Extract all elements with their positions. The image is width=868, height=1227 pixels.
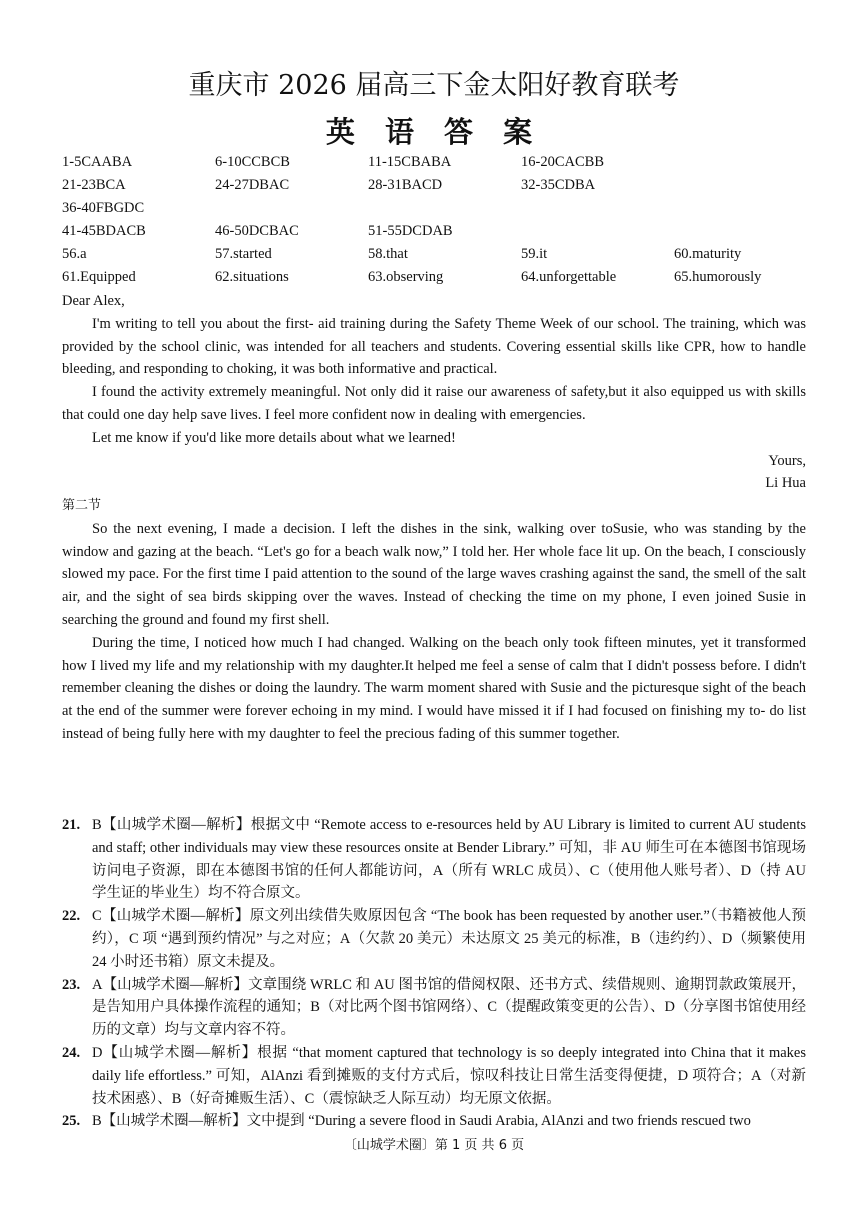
answer-item: 46-50DCBAC [215, 223, 299, 239]
answer-item: 32-35CDBA [521, 177, 596, 193]
answer-item: 62.situations [215, 269, 289, 285]
answer-item: 6-10CCBCB [215, 154, 290, 170]
sample-letter [62, 290, 806, 495]
explanation-item [62, 814, 806, 905]
question-number: 23. [62, 976, 81, 993]
explanation-item [62, 905, 806, 973]
answer-row [62, 200, 822, 223]
answer-item: 56.a [62, 246, 87, 262]
explanation-item [62, 974, 806, 1042]
explanation-text: D【山城学术圈—解析】根据 “that moment captured that technology is so deeply integrated into China that it makes daily life effortless.” 可知，AlAnzi 看到摊贩的支付方式后，惊叹科技让日常生活变得便捷，D 项符合；A（对新技术困惑）、B（好奇摊贩生活）、C（震惊缺乏人际互动）均无原文依据。 [92, 1044, 806, 1107]
letter-closing: Yours, [768, 452, 806, 469]
section-paragraph: So the next evening, I made a decision. I left the dishes in the sink, walking over toSusie, who was standing by the window and gazing at the beach. “Let's go for a beach walk now,” I told her. Her whole face lit up. On the beach, I consciously slowed my pace. For the first time I paid attention to the sound of the large waves crashing against the sand, the smell of the salt air, and the sight of sea birds skipping over the waves. Instead of checking the time on my phone, I even joined Susie in searching the ground and found my first shell. [62, 520, 806, 628]
answer-item: 36-40FBGDC [62, 200, 145, 216]
answer-item: 61.Equipped [62, 269, 136, 285]
answer-item: 24-27DBAC [215, 177, 290, 193]
answer-item: 64.unforgettable [521, 269, 617, 285]
answer-item: 16-20CACBB [521, 154, 604, 170]
explanation-text: B【山城学术圈—解析】根据文中 “Remote access to e-resources held by AU Library is limited to current AU students and staff; other individuals may view these resources onsite at Bender Library.” 可知，非 AU 师生可在本德图书馆现场访问电子资源，即在本德图书馆的任何人都能访问，A（所有 WRLC 成员）、C（使用他人账号者）、D（持 AU 学生证的毕业生）均不符合原文。 [92, 817, 806, 902]
answer-row [62, 269, 822, 292]
letter-signature: Li Hua [765, 475, 806, 492]
letter-greeting: Dear Alex, [62, 293, 125, 309]
explanation-item [62, 1042, 806, 1110]
page-footer: 〔山城学术圈〕第 1 页 共 6 页 [343, 1138, 525, 1153]
answer-key [62, 154, 822, 292]
section-heading: 第二节 [62, 498, 102, 513]
question-number: 22. [62, 908, 81, 925]
answer-row [62, 177, 822, 200]
question-number: 25. [62, 1113, 81, 1130]
document-title: 重庆市 2026 届高三下金太阳好教育联考 [188, 70, 680, 101]
answer-item: 41-45BDACB [62, 223, 146, 239]
explanation-text: B【山城学术圈—解析】文中提到 “During a severe flood in Saudi Arabia, AlAnzi and two friends rescued two [92, 1113, 751, 1130]
answer-item: 60.maturity [674, 246, 742, 262]
answer-item: 57.started [215, 246, 272, 262]
answer-row [62, 223, 822, 246]
answer-item: 58.that [368, 246, 408, 262]
letter-paragraph: I found the activity extremely meaningful. Not only did it raise our awareness of safety,but it also equipped us with skills that could one day help save lives. I feel more confident now in dealing with emergencies. [62, 384, 806, 423]
letter-paragraph: I'm writing to tell you about the first- aid training during the Safety Theme Week of our school. The training, which was provided by the school clinic, was intended for all teachers and students. Covering essential skills like CPR, how to handle bleeding, and responding to choking, it was both informative and practical. [62, 315, 806, 378]
answer-item: 1-5CAABA [62, 154, 133, 170]
explanations [62, 814, 806, 1133]
answer-item: 21-23BCA [62, 177, 126, 193]
answer-item: 59.it [521, 246, 548, 262]
section-two [62, 495, 806, 746]
document-subtitle: 英 语 答 案 [325, 115, 543, 149]
answer-item: 63.observing [368, 269, 444, 285]
answer-item: 28-31BACD [368, 177, 443, 193]
explanation-text: C【山城学术圈—解析】原文列出续借失败原因包含 “The book has been requested by another user.”（书籍被他人预约），C 项 “遇到预约情况” 与之对应；A（欠款 20 美元）未达原文 25 美元的标准，B（违约约）、D（频繁使用 24 小时还书箱）原文未提及。 [92, 908, 806, 970]
section-paragraph: During the time, I noticed how much I had changed. Walking on the beach only took fifteen minutes, yet it transformed how I lived my life and my relationship with my daughter.It helped me feel a sense of calm that I didn't possess before. I didn't remember cleaning the dishes or doing the laundry. The warm moment shared with Susie and the picturesque sight of the beach at the end of the summer were forever echoing in my mind. I would have missed it if I had focused on finishing my to- do list instead of being fully here with my daughter to feel the precious fading of this summer together. [62, 634, 806, 742]
answer-row [62, 246, 822, 269]
answer-row [62, 154, 822, 177]
explanation-text: A【山城学术圈—解析】文章围绕 WRLC 和 AU 图书馆的借阅权限、还书方式、续借规则、逾期罚款政策展开，是告知用户具体操作流程的通知；B（对比两个图书馆网络）、C（提醒政策变更的公告）、D（分享图书馆使用经历的文章）均与文章内容不符。 [92, 976, 806, 1039]
explanation-item [62, 1110, 806, 1133]
answer-item: 51-55DCDAB [368, 223, 453, 239]
question-number: 24. [62, 1044, 81, 1061]
letter-paragraph: Let me know if you'd like more details about what we learned! [92, 429, 456, 446]
answer-item: 65.humorously [674, 269, 762, 285]
question-number: 21. [62, 817, 81, 833]
answer-item: 11-15CBABA [368, 154, 452, 170]
